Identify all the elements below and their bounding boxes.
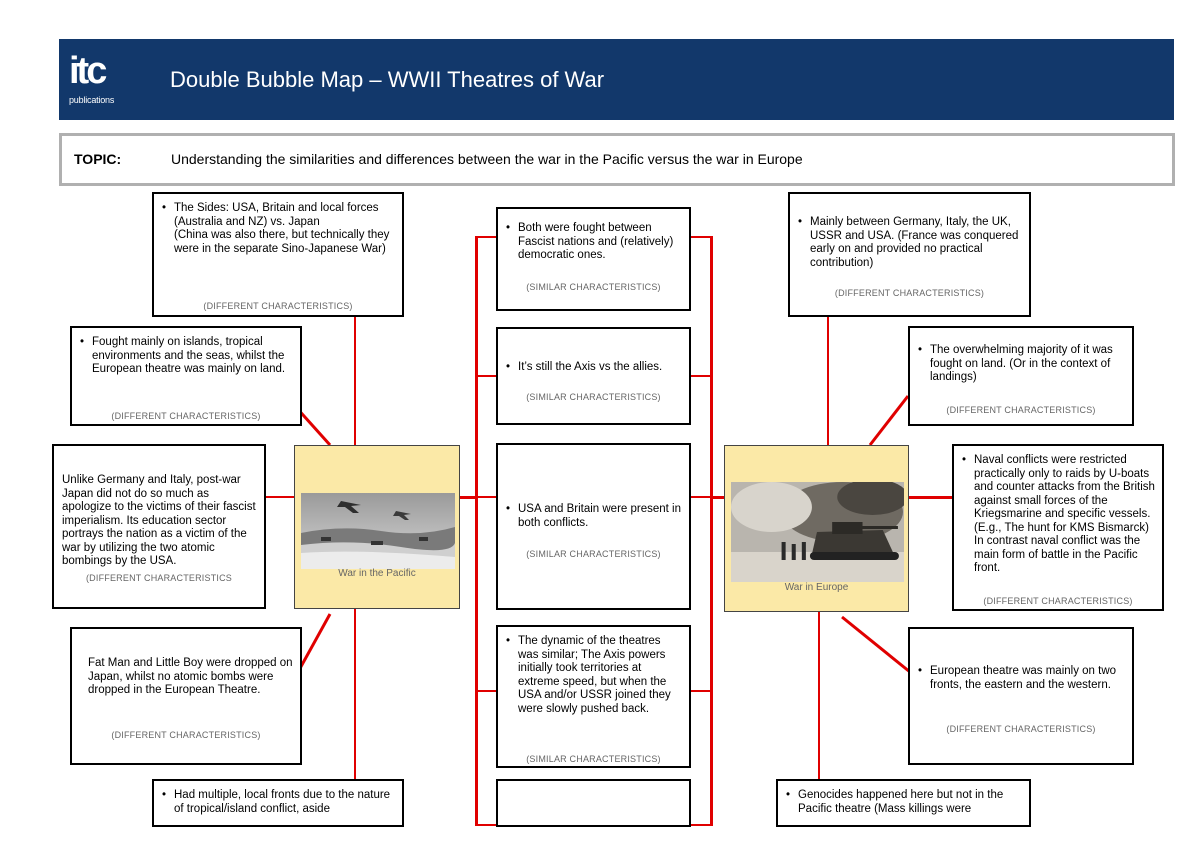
right-box-2-tag: (DIFFERENT CHARACTERISTICS) [946,405,1096,415]
page-title: Double Bubble Map – WWII Theatres of War [170,67,605,92]
center-box-2-tag: (SIMILAR CHARACTERISTICS) [526,392,661,402]
left-box-1-text: • The Sides: USA, Britain and local forces (Australia and NZ) vs. Japan (China was also there, but technically they were in the separate Sino-Japanese War) [162,202,396,256]
hub-war-in-the-pacific [294,445,460,609]
topic-label: TOPIC: [74,151,122,167]
left-box-1-tag: (DIFFERENT CHARACTERISTICS) [203,301,353,311]
center-box-1-tag: (SIMILAR CHARACTERISTICS) [526,282,661,292]
left-box-4-text: Fat Man and Little Boy were dropped on Japan, whilst no atomic bombs were dropped in the European Theatre. [88,657,293,696]
right-box-5 [776,779,1031,827]
left-box-3-tag: (DIFFERENT CHARACTERISTICS [85,573,233,583]
left-box-2 [70,326,302,426]
connector-right-upper-diagonal [870,396,908,445]
right-box-1-tag: (DIFFERENT CHARACTERISTICS) [834,288,985,298]
right-box-2-text: • The overwhelming majority of it was fought on land. (Or in the context of landings) [918,344,1126,385]
hub-left-caption: War in the Pacific [338,568,416,579]
center-box-3-text: • USA and Britain were present in both conflicts. [506,503,683,530]
right-box-1-text: • Mainly between Germany, Italy, the UK, USSR and USA. (France was conquered early on and provided no practical contribution) [798,216,1023,270]
left-box-3 [52,444,266,609]
center-box-2 [496,327,691,425]
topic-text: Understanding the similarities and differences between the war in the Pacific versus the war in Europe [171,151,803,167]
left-box-2-text: • Fought mainly on islands, tropical environments and the seas, whilst the European theatre was mainly on land. [80,336,294,377]
europe-tank-image [731,482,904,582]
right-box-5-text: • Genocides happened here but not in the Pacific theatre (Mass killings were [786,789,1023,816]
right-box-1 [788,192,1031,317]
center-box-5 [496,779,691,827]
left-box-5-text: • Had multiple, local fronts due to the nature of tropical/island conflict, aside [162,789,396,816]
right-box-3 [952,444,1164,611]
left-box-4-tag: (DIFFERENT CHARACTERISTICS) [111,730,261,740]
right-box-3-tag: (DIFFERENT CHARACTERISTICS) [983,596,1133,606]
right-box-2 [908,326,1134,426]
connector-left-lower-diagonal [298,614,330,672]
left-box-5 [152,779,404,827]
right-box-4 [908,627,1134,765]
center-box-1-text: • Both were fought between Fascist nations and (relatively) democratic ones. [506,222,683,263]
center-box-1 [496,207,691,311]
left-box-2-tag: (DIFFERENT CHARACTERISTICS) [111,411,261,421]
hub-war-in-europe [724,445,909,612]
center-box-4 [496,625,691,768]
right-box-4-text: • European theatre was mainly on two fronts, the eastern and the western. [918,665,1126,692]
left-box-1 [152,192,404,317]
hub-right-caption: War in Europe [784,582,849,593]
logo-sub-text: publications [69,95,115,105]
connector-right-lower-diagonal [842,617,910,672]
center-box-3-tag: (SIMILAR CHARACTERISTICS) [526,549,661,559]
left-box-3-text: Unlike Germany and Italy, post-war Japan did not do so much as apologize to the victims of their fascist imperialism. Its education sector portrays the nation as a victim of the war by utilizing the two atomic bombings by the USA. [62,474,256,567]
pacific-beach-landing-image [301,493,455,569]
logo-main-text: itc [69,50,105,92]
right-box-4-tag: (DIFFERENT CHARACTERISTICS) [946,724,1096,734]
center-box-3 [496,443,691,610]
center-box-2-text: • It’s still the Axis vs the allies. [506,361,683,375]
center-box-4-tag: (SIMILAR CHARACTERISTICS) [526,754,661,764]
left-box-4 [70,627,302,765]
right-box-3-text: • Naval conflicts were restricted practically only to raids by U-boats and counter attacks from the British against small forces of the Kriegsmarine and specific vessels. (E.g., The hunt for KMS Bismarck) In contrast naval conflict was the main form of battle in the Pacific front. [962,454,1156,576]
center-box-4-text: • The dynamic of the theatres was similar; The Axis powers initially took territories at extreme speed, but when the USA and/or USSR joined they were slowly pushed back. [506,635,683,716]
